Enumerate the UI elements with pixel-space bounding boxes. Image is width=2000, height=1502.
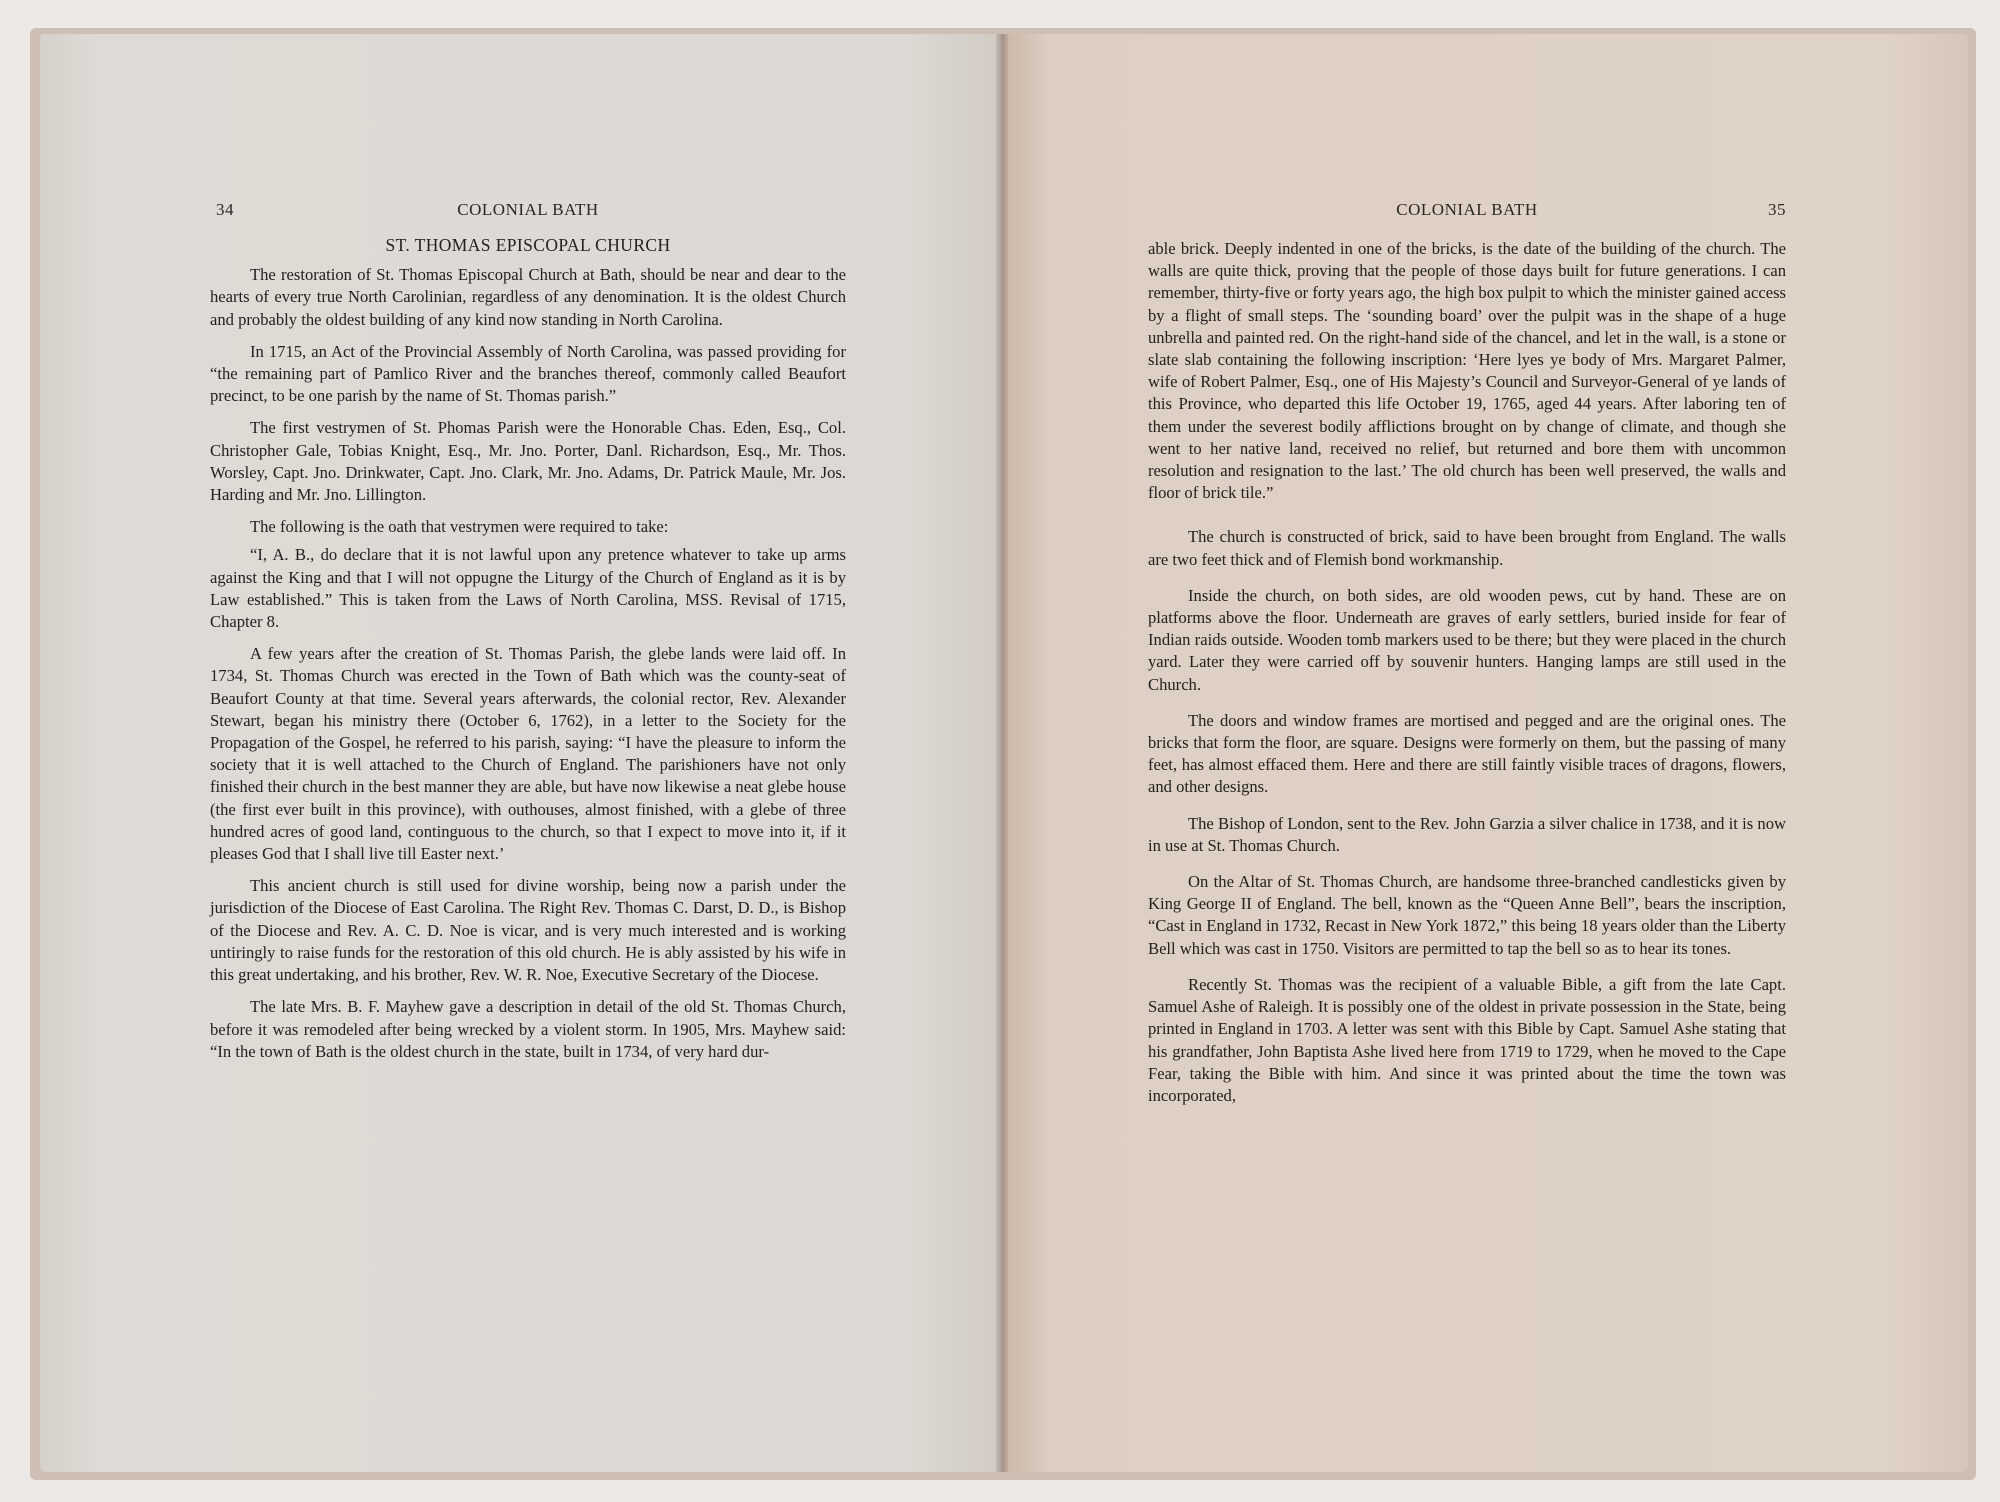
left-paragraph: A few years after the creation of St. Thomas Parish, the glebe lands were laid off. In 1734, St. Thomas Church was erected in the Town of Bath which was the county-seat of Beaufort County at that time. Several years afterwards, the colonial rector, Rev. Alexander Stewart, began his ministry there (October 6, 1762), in a letter to the Society for the Propagation of the Gospel, he referred to his parish, saying: “I have the pleasure to inform the society that it is well attached to the Church of England. The parishioners have not only finished their church in the best manner they are able, but have now likewise a neat glebe house (the first ever built in this province), with outhouses, almost finished, with a glebe of three hundred acres of good land, continguous to the church, so that I expect to move into it, if it pleases God that I shall live till Easter next.’: [210, 644, 846, 864]
right-page-number: 35: [1768, 200, 1786, 219]
right-page-header: [1148, 200, 1786, 224]
left-page-text: [210, 234, 846, 1073]
left-quote-paragraph: “I, A. B., do declare that it is not lawful upon any pretence whatever to take up arms against the King and that I will not oppugne the Liturgy of the Church of England as it is by Law established.” This is taken from the Laws of North Carolina, MSS. Revisal of 1715, Chapter 8.: [210, 545, 846, 632]
right-paragraph: Recently St. Thomas was the recipient of a valuable Bible, a gift from the late Capt. Samuel Ashe of Raleigh. It is possibly one of the oldest in private possession in the State, being printed in England in 1703. A letter was sent with this Bible by Capt. Samuel Ashe stating that his grandfather, John Baptista Ashe lived here from 1719 to 1729, when he moved to the Cape Fear, taking the Bible with him. And since it was printed about the time the town was incorporated,: [1148, 974, 1786, 1105]
right-running-title: COLONIAL BATH: [1396, 200, 1538, 219]
right-paragraph: On the Altar of St. Thomas Church, are handsome three-branched candlesticks given by King George II of England. The bell, known as the “Queen Anne Bell”, bears the inscription, “Cast in England in 1732, Recast in New York 1872,” this being 18 years older than the Liberty Bell which was cast in 1750. Visitors are permitted to tap the bell so as to hear its tones.: [1148, 872, 1786, 958]
spine-gutter: [996, 34, 1008, 1472]
right-page-text: [1148, 238, 1786, 1117]
left-paragraph: The late Mrs. B. F. Mayhew gave a description in detail of the old St. Thomas Church, before it was remodeled after being wrecked by a violent storm. In 1905, Mrs. Mayhew said: “In the town of Bath is the oldest church in the state, built in 1734, of very hard dur-: [210, 997, 846, 1061]
left-page-header: [210, 200, 846, 224]
left-paragraph: The first vestrymen of St. Phomas Parish were the Honorable Chas. Eden, Esq., Col. Christopher Gale, Tobias Knight, Esq., Mr. Jno. Porter, Danl. Richardson, Esq., Mr. Thos. Worsley, Capt. Jno. Drinkwater, Capt. Jno. Clark, Mr. Jno. Adams, Dr. Patrick Maule, Mr. Jos. Harding and Mr. Jno. Lillington.: [210, 418, 846, 505]
left-page-number: 34: [216, 200, 234, 219]
section-title: ST. THOMAS EPISCOPAL CHURCH: [385, 235, 671, 255]
right-paragraph: Inside the church, on both sides, are old wooden pews, cut by hand. These are on platforms above the floor. Underneath are graves of early settlers, buried inside for fear of Indian raids outside. Wooden tomb markers used to be there; but they were placed in the church yard. Later they were carried off by souvenir hunters. Hanging lamps are still used in the Church.: [1148, 585, 1786, 694]
left-paragraph: In 1715, an Act of the Provincial Assembly of North Carolina, was passed providing for “the remaining part of Pamlico River and the branches thereof, commonly called Beaufort precinct, to be one parish by the name of St. Thomas parish.”: [210, 341, 846, 406]
left-paragraph: The following is the oath that vestrymen were required to take:: [250, 517, 669, 537]
right-paragraph: The Bishop of London, sent to the Rev. John Garzia a silver chalice in 1738, and it is now in use at St. Thomas Church.: [1148, 813, 1786, 855]
left-running-title: COLONIAL BATH: [457, 200, 599, 219]
right-paragraph: able brick. Deeply indented in one of the bricks, is the date of the building of the church. The walls are quite thick, proving that the people of those days built for future generations. I can remember, thirty-five or forty years ago, the high box pulpit to which the minister gained access by a flight of small steps. The ‘sounding board’ over the pulpit was in the shape of a huge unbrella and painted red. On the right-hand side of the chancel, and let in the wall, is a stone or slate slab containing the following inscription: ‘Here lyes ye body of Mrs. Margaret Palmer, wife of Robert Palmer, Esq., one of His Majesty’s Council and Surveyor-General of ye lands of this Province, who departed this life October 19, 1765, aged 44 years. After laboring ten of them under the severest bodily afflictions brought on by change of climate, and though she went to her native land, received no relief, but returned and bore them with uncommon resolution and resignation to the last.’ The old church has been well preserved, the walls and floor of brick tile.”: [1148, 239, 1786, 503]
right-paragraph: The church is constructed of brick, said to have been brought from England. The walls are two feet thick and of Flemish bond workmanship.: [1148, 527, 1786, 569]
left-paragraph: The restoration of St. Thomas Episcopal Church at Bath, should be near and dear to the hearts of every true North Carolinian, regardless of any denomination. It is the oldest Church and probably the oldest building of any kind now standing in North Carolina.: [210, 265, 846, 329]
left-paragraph: This ancient church is still used for divine worship, being now a parish under the jurisdiction of the Diocese of East Carolina. The Right Rev. Thomas C. Darst, D. D., is Bishop of the Diocese and Rev. A. C. D. Noe is vicar, and is very much interested and is working untiringly to raise funds for the restoration of this old church. He is ably assisted by his wife in this great undertaking, and his brother, Rev. W. R. Noe, Executive Secretary of the Diocese.: [210, 876, 846, 985]
right-paragraph: The doors and window frames are mortised and pegged and are the original ones. The bricks that form the floor, are square. Designs were formerly on them, but the passing of many feet, has almost effaced them. Here and there are still faintly visible traces of dragons, flowers, and other designs.: [1148, 710, 1786, 797]
